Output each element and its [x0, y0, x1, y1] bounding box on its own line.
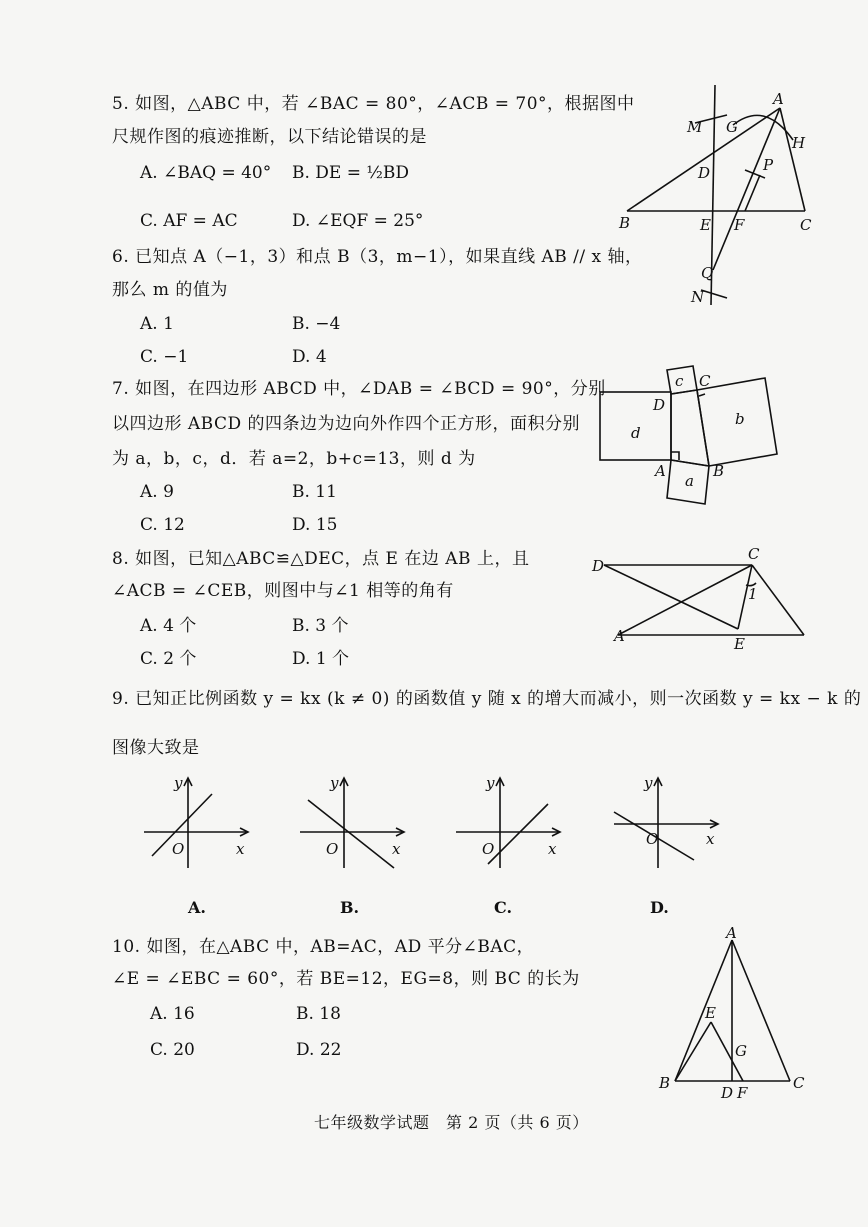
q10-label-c: C	[793, 1074, 805, 1092]
q5-label-a: A	[773, 90, 784, 108]
q5-label-h: H	[792, 134, 806, 152]
q9-graph-b-o: O	[326, 840, 339, 858]
q10-option-d: D. 22	[296, 1040, 342, 1060]
q9-line1: 9. 已知正比例函数 y = kx (k ≠ 0) 的函数值 y 随 x 的增大而减小，则一次函数 y = kx − k 的	[112, 689, 862, 709]
q9-graph-b-x: x	[392, 840, 401, 858]
q5-label-c: C	[800, 216, 812, 234]
q7-option-c: C. 12	[140, 515, 185, 535]
q6-line2: 那么 m 的值为	[112, 280, 228, 300]
q10-label-d: D	[721, 1084, 734, 1102]
q8-line2: ∠ACB = ∠CEB，则图中与∠1 相等的角有	[112, 581, 454, 601]
q7-label-a-small: a	[685, 472, 694, 490]
q7-option-d: D. 15	[292, 515, 338, 535]
q5-label-b: B	[619, 214, 631, 232]
q7-label-a: A	[655, 462, 666, 480]
q6-option-d: D. 4	[292, 347, 327, 367]
q7-label-b: B	[713, 462, 725, 480]
q9-graph-d-label: D.	[650, 898, 669, 917]
q5-label-n: N	[691, 288, 705, 306]
q8-option-c: C. 2 个	[140, 649, 197, 669]
q9-line2: 图像大致是	[112, 738, 200, 758]
q10-label-b: B	[659, 1074, 671, 1092]
q7-label-b-small: b	[735, 410, 745, 428]
q9-graph-a-y: y	[174, 774, 183, 792]
q6-option-b: B. −4	[292, 314, 341, 334]
q8-label-c: C	[748, 545, 760, 563]
q10-label-e: E	[705, 1004, 716, 1022]
q5-option-c: C. AF = AC	[140, 211, 238, 231]
q10-label-a: A	[726, 924, 737, 942]
q5-label-q: Q	[701, 264, 714, 282]
q6-line1: 6. 已知点 A（−1，3）和点 B（3，m−1），如果直线 AB // x 轴，	[112, 247, 643, 267]
q10-option-c: C. 20	[150, 1040, 195, 1060]
q10-line1: 10. 如图，在△ABC 中，AB=AC，AD 平分∠BAC，	[112, 937, 535, 957]
q5-label-d: D	[698, 164, 711, 182]
q5-figure	[615, 80, 815, 314]
q10-option-b: B. 18	[296, 1004, 341, 1024]
q8-label-d: D	[592, 557, 605, 575]
q7-figure	[595, 360, 845, 514]
q5-label-e: E	[700, 216, 711, 234]
q9-graph-c-y: y	[486, 774, 495, 792]
q7-line1: 7. 如图，在四边形 ABCD 中，∠DAB = ∠BCD = 90°，分别	[112, 379, 606, 399]
q10-label-f: F	[737, 1084, 748, 1102]
q9-graph-d-y: y	[644, 774, 653, 792]
q7-label-c-small: c	[675, 372, 684, 390]
q7-option-a: A. 9	[140, 482, 174, 502]
q8-label-a: A	[614, 627, 625, 645]
q9-graph-c[interactable]	[452, 772, 572, 876]
q9-graph-c-label: C.	[494, 898, 513, 917]
q8-option-d: D. 1 个	[292, 649, 350, 669]
q9-graph-d-x: x	[706, 830, 715, 848]
q10-option-a: A. 16	[150, 1004, 195, 1024]
q9-graph-a-x: x	[236, 840, 245, 858]
q7-option-b: B. 11	[292, 482, 337, 502]
q5-label-p: P	[763, 156, 774, 174]
q5-label-m: M	[687, 118, 703, 136]
q5-label-f: F	[734, 216, 745, 234]
q5-label-g: G	[726, 118, 738, 136]
q5-option-d: D. ∠EQF = 25°	[292, 211, 424, 231]
q7-label-d: D	[653, 396, 666, 414]
q6-option-c: C. −1	[140, 347, 189, 367]
q8-line1: 8. 如图，已知△ABC≌△DEC，点 E 在边 AB 上，且	[112, 549, 530, 569]
q9-graph-d-o: O	[646, 830, 659, 848]
q9-graph-b[interactable]	[296, 772, 416, 876]
q7-label-d-small: d	[631, 424, 641, 442]
q7-label-c: C	[699, 372, 711, 390]
q5-option-a: A. ∠BAQ = 40°	[140, 163, 272, 183]
q9-graph-a[interactable]	[140, 772, 260, 876]
q9-graph-b-label: B.	[340, 898, 360, 917]
q8-label-1: 1	[748, 585, 758, 603]
q5-line1: 5. 如图，△ABC 中，若 ∠BAC = 80°，∠ACB = 70°，根据图中	[112, 94, 635, 114]
q10-label-g: G	[735, 1042, 747, 1060]
q9-graph-c-o: O	[482, 840, 495, 858]
q10-line2: ∠E = ∠EBC = 60°，若 BE=12，EG=8，则 BC 的长为	[112, 969, 580, 989]
q9-graph-c-x: x	[548, 840, 557, 858]
q8-figure	[590, 545, 820, 659]
q7-line2: 以四边形 ABCD 的四条边为边向外作四个正方形，面积分别	[112, 414, 581, 434]
q5-line2: 尺规作图的痕迹推断，以下结论错误的是	[112, 127, 427, 147]
q9-graph-a-o: O	[172, 840, 185, 858]
q5-option-b: B. DE = ½BD	[292, 163, 409, 183]
q8-option-b: B. 3 个	[292, 616, 349, 636]
q9-graph-b-y: y	[330, 774, 339, 792]
q8-label-e: E	[734, 635, 745, 653]
q7-line3: 为 a，b，c，d．若 a=2，b+c=13，则 d 为	[112, 449, 476, 469]
q8-option-a: A. 4 个	[140, 616, 197, 636]
q6-option-a: A. 1	[140, 314, 174, 334]
q10-figure	[655, 926, 815, 1110]
q9-graph-d[interactable]	[610, 772, 730, 876]
q9-graph-a-label: A.	[188, 898, 206, 917]
page-footer: 七年级数学试题 第 2 页（共 6 页）	[314, 1113, 589, 1132]
